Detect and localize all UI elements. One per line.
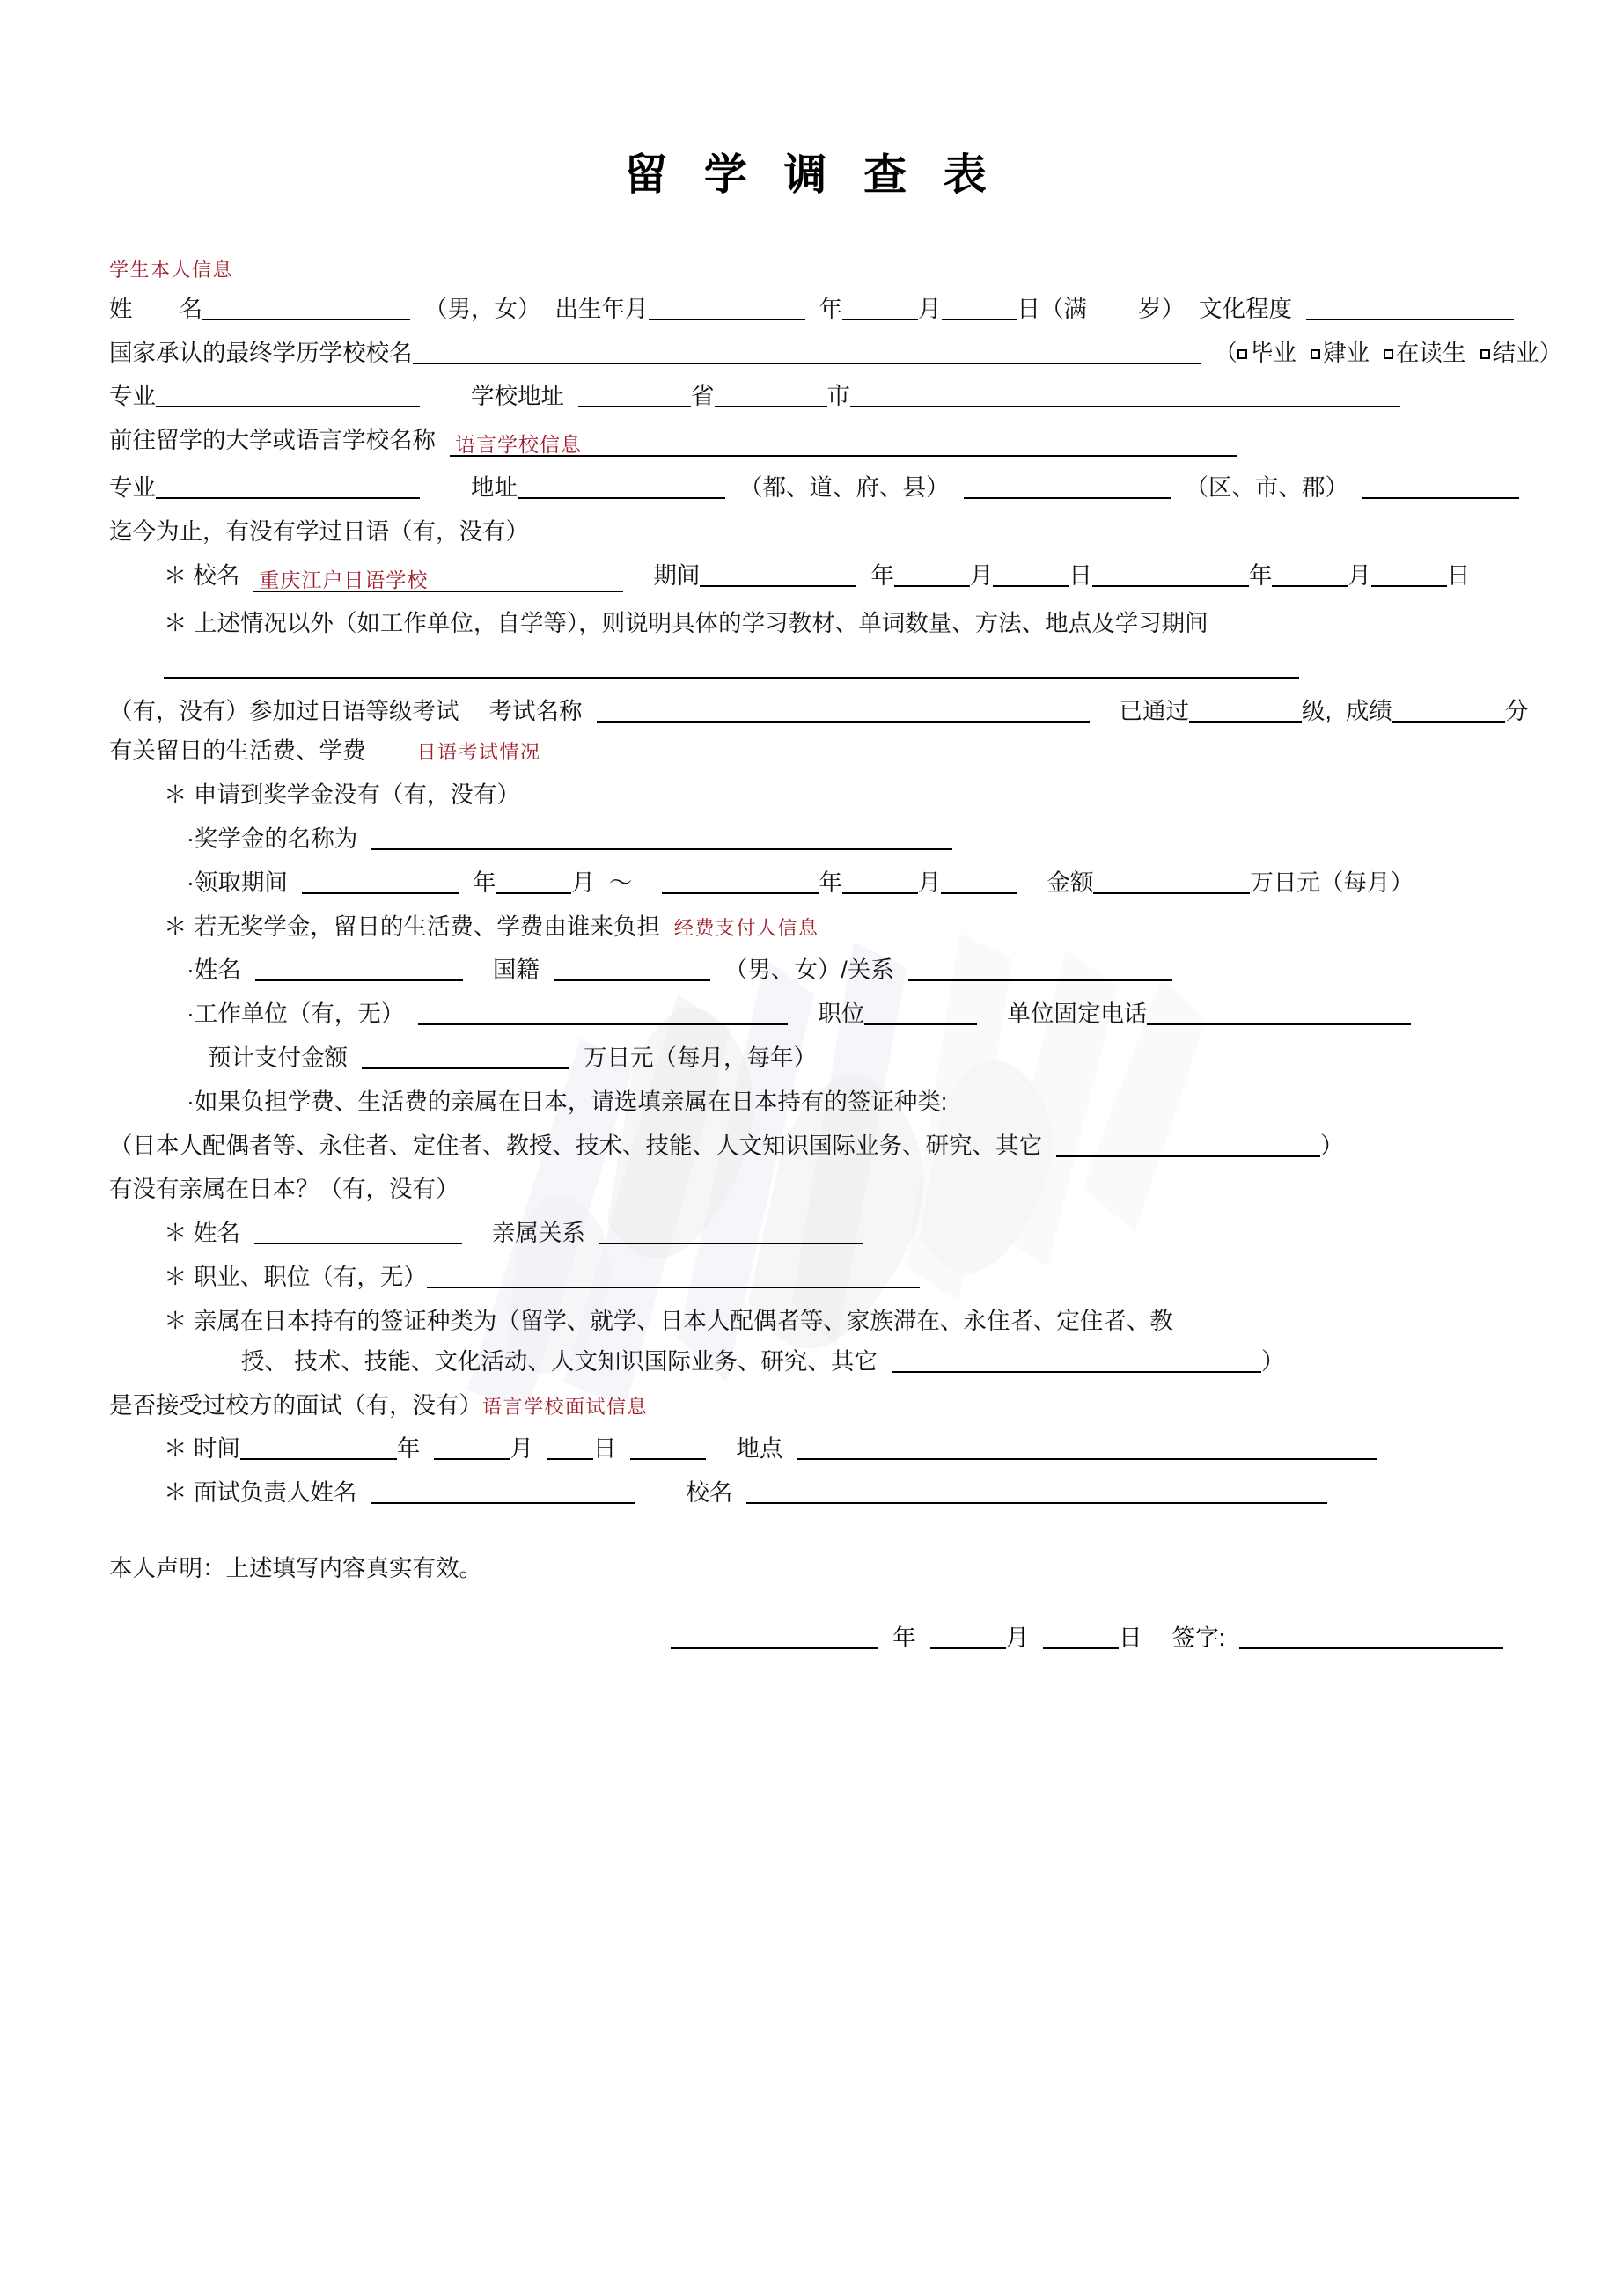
- interview-question[interactable]: 是否接受过校方的面试（有，没有）: [109, 1391, 482, 1419]
- payer-name-input[interactable]: [255, 960, 463, 981]
- row-relative-visa-note: [109, 1090, 1535, 1115]
- target-major-label: 专业: [109, 474, 156, 502]
- province-unit: 省: [691, 383, 715, 410]
- other-study-note: ＊ 上述情况以外（如工作单位，自学等），则说明具体的学习教材、单词数量、方法、地点及学习期间: [164, 609, 1208, 636]
- declaration-text: 本人声明：上述填写内容真实有效。: [109, 1554, 482, 1581]
- period-label: 期间: [653, 561, 701, 589]
- birth-month-input[interactable]: [842, 299, 918, 320]
- period-to-month-unit: 月: [1348, 561, 1371, 589]
- annotation-interview-info: 语言学校面试信息: [482, 1396, 649, 1419]
- relative-visa-line-2[interactable]: 授、 技术、技能、文化活动、人文知识国际业务、研究、其它: [241, 1347, 878, 1375]
- signature-input[interactable]: [1239, 1628, 1503, 1649]
- row-target-school: [109, 429, 1535, 457]
- major-input[interactable]: [156, 386, 420, 407]
- checkbox-incomplete[interactable]: [1311, 349, 1320, 359]
- age-prefix: （满: [1040, 295, 1087, 322]
- row-relatives-question: [109, 1177, 1535, 1202]
- row-declaration: [109, 1554, 1535, 1581]
- target-region2-input[interactable]: [1362, 478, 1519, 499]
- scholarship-to-year-unit: 年: [819, 869, 842, 896]
- scholarship-period-tilde: ～: [608, 869, 633, 896]
- major-label: 专业: [109, 383, 156, 410]
- interview-place-label: 地点: [736, 1435, 783, 1463]
- row-relative-name: [109, 1221, 1535, 1246]
- annotation-payer-info: 经费支付人信息: [673, 917, 819, 940]
- row-other-study-note: [109, 609, 1535, 636]
- row-other-study-blank: [109, 656, 1535, 680]
- row-name-birth: [109, 297, 1535, 322]
- signature-year-unit: 年: [892, 1624, 916, 1651]
- relative-occupation-label[interactable]: ＊ 职业、职位（有，无）: [164, 1264, 427, 1291]
- status-option-incomplete[interactable]: 肄业: [1323, 339, 1370, 366]
- signature-day-unit: 日: [1119, 1624, 1142, 1651]
- scholarship-to-day-input[interactable]: [941, 873, 1017, 894]
- japanese-school-value: 重庆江户日语学校: [259, 568, 429, 592]
- final-school-input[interactable]: [413, 343, 1201, 364]
- birth-label: 出生年月: [554, 295, 649, 322]
- row-final-school: [109, 339, 1562, 366]
- relative-relation-input[interactable]: [599, 1223, 863, 1244]
- visa-type-other-input[interactable]: [1056, 1136, 1320, 1157]
- payer-position-input[interactable]: [864, 1004, 977, 1025]
- interview-time-label: ＊ 时间: [164, 1435, 240, 1463]
- japanese-school-input[interactable]: [253, 569, 623, 592]
- interview-year-input[interactable]: [240, 1439, 397, 1460]
- relatives-question[interactable]: 有没有亲属在日本？（有，没有）: [109, 1176, 459, 1203]
- status-open-paren: （: [1214, 339, 1237, 366]
- period-to-day-unit: 日: [1446, 561, 1471, 589]
- exam-level-input[interactable]: [1189, 701, 1302, 723]
- interview-day-extra-input[interactable]: [630, 1439, 706, 1460]
- period-from-day-input[interactable]: [993, 566, 1069, 587]
- target-major-input[interactable]: [156, 478, 420, 499]
- status-close-paren: ）: [1539, 339, 1562, 366]
- level-unit: 级: [1302, 697, 1326, 724]
- region-note-1: （都、道、府、县）: [739, 474, 950, 502]
- row-scholarship-name: [109, 827, 1535, 852]
- region-note-2: （区、市、郡）: [1185, 474, 1348, 502]
- school-province-input[interactable]: [578, 386, 691, 407]
- checkbox-completed[interactable]: [1480, 349, 1490, 359]
- visa-types-close: ）: [1320, 1132, 1344, 1159]
- other-study-input[interactable]: [164, 657, 1299, 679]
- status-option-graduated[interactable]: 毕业: [1250, 339, 1296, 366]
- relative-occupation-input[interactable]: [427, 1267, 920, 1288]
- birth-year-input[interactable]: [649, 299, 805, 320]
- exam-score-input[interactable]: [1392, 701, 1505, 723]
- payer-phone-label: 单位固定电话: [1007, 1001, 1148, 1028]
- interview-school-label: 校名: [686, 1479, 733, 1507]
- birth-day-input[interactable]: [942, 299, 1017, 320]
- row-target-major-address: [109, 476, 1535, 501]
- relative-relation-label: 亲属关系: [491, 1220, 585, 1247]
- scholarship-amount-label: 金额: [1047, 869, 1094, 896]
- payer-question[interactable]: ＊ 若无奖学金，留日的生活费、学费由谁来负担: [164, 913, 660, 940]
- signature-label: 签字:: [1171, 1624, 1225, 1651]
- row-payer-workplace: [109, 1002, 1535, 1027]
- row-interview-time: [109, 1437, 1535, 1462]
- payer-nationality-label: 国籍: [492, 957, 540, 984]
- row-interview-question: [109, 1391, 1535, 1419]
- interviewer-label: ＊ 面试负责人姓名: [164, 1479, 357, 1507]
- name-input[interactable]: [202, 299, 410, 320]
- interview-place-input[interactable]: [797, 1439, 1377, 1460]
- row-interviewer: [109, 1481, 1535, 1506]
- city-unit: 市: [826, 383, 850, 410]
- expected-amount-label: 预计支付金额: [208, 1045, 348, 1071]
- scholarship-from-month-unit: 月: [571, 869, 595, 896]
- row-scholarship-question: [109, 783, 1535, 808]
- row-finance-heading: [109, 739, 1535, 764]
- annotation-student-info: [109, 257, 1535, 282]
- interview-month-input[interactable]: [434, 1439, 510, 1460]
- period-to-day-input[interactable]: [1371, 566, 1447, 587]
- row-signature: [109, 1618, 1535, 1653]
- scholarship-amount-input[interactable]: [1093, 873, 1250, 894]
- exam-name-label: 考试名称: [488, 697, 583, 724]
- period-from-year-unit: 年: [870, 561, 894, 589]
- japanese-school-label: 校名: [193, 561, 240, 589]
- signature-day-input[interactable]: [1043, 1628, 1119, 1649]
- finance-heading: 有关留日的生活费、学费: [109, 737, 366, 765]
- interview-year-unit: 年: [396, 1435, 421, 1463]
- payer-phone-input[interactable]: [1147, 1004, 1411, 1025]
- payer-workplace-label[interactable]: ·工作单位（有，无）: [187, 1001, 405, 1028]
- school-address-label: 学校地址: [471, 383, 564, 410]
- target-school-label: 前往留学的大学或语言学校名称: [109, 427, 436, 454]
- status-option-enrolled[interactable]: 在读生: [1396, 339, 1466, 366]
- signature-month-unit: 月: [1005, 1624, 1030, 1651]
- row-scholarship-period: [109, 871, 1535, 896]
- payer-nationality-input[interactable]: [554, 960, 710, 981]
- payer-workplace-input[interactable]: [418, 1004, 788, 1025]
- period-from-day-unit: 日: [1069, 561, 1092, 589]
- scholarship-name-label: ·奖学金的名称为: [187, 825, 358, 852]
- row-payer-name: [109, 958, 1535, 983]
- studied-japanese-question[interactable]: 迄今为止，有没有学过日语（有，没有）: [109, 518, 529, 546]
- row-relative-occupation: [109, 1265, 1535, 1290]
- day-unit-birth: 日: [1017, 295, 1040, 322]
- education-level-input[interactable]: [1306, 299, 1514, 320]
- target-address-input[interactable]: [518, 478, 725, 499]
- expected-amount-input[interactable]: [362, 1048, 569, 1069]
- scholarship-question[interactable]: ＊ 申请到奖学金没有（有，没有）: [164, 781, 520, 809]
- signature-month-input[interactable]: [930, 1628, 1006, 1649]
- gender-options[interactable]: （男，女）: [424, 295, 541, 322]
- interview-day-input[interactable]: [547, 1439, 593, 1460]
- school-address-detail-input[interactable]: [850, 386, 1400, 407]
- expected-amount-unit[interactable]: 万日元（每月，每年）: [584, 1045, 817, 1071]
- annotation-jlpt-info: 日语考试情况: [416, 742, 541, 765]
- interview-day-unit: 日: [592, 1435, 617, 1463]
- bullet-star-school-name: ＊: [164, 561, 187, 589]
- page-title: 留 学 调 查 表: [624, 151, 999, 199]
- row-exam: （有，没有）参加过日语等级考试 考试名称 已通过 级, 成绩 分: [109, 697, 1529, 724]
- exam-name-input[interactable]: [597, 701, 1090, 723]
- relative-name-input[interactable]: [254, 1223, 462, 1244]
- scholarship-from-month-input[interactable]: [496, 873, 571, 894]
- passed-label: 已通过: [1119, 697, 1189, 724]
- checkbox-graduated[interactable]: [1237, 349, 1247, 359]
- payer-position-label: 职位: [818, 1001, 865, 1028]
- relative-visa-line-1[interactable]: ＊ 亲属在日本持有的签证种类为（留学、就学、日本人配偶者等、家族滞在、永住者、定住者、教: [164, 1307, 1173, 1334]
- period-from-month-input[interactable]: [894, 566, 970, 587]
- scholarship-from-year-input[interactable]: [302, 873, 459, 894]
- name-label: 姓 名: [109, 295, 202, 322]
- payer-relation-input[interactable]: [908, 960, 1172, 981]
- interview-month-unit: 月: [510, 1435, 533, 1463]
- row-japanese-school-period: [109, 561, 1535, 592]
- scholarship-to-month-input[interactable]: [842, 873, 918, 894]
- annotation-student-info-label: 学生本人信息: [109, 260, 234, 282]
- visa-types-line[interactable]: （日本人配偶者等、永住者、定住者、教授、技术、技能、人文知识国际业务、研究、其它: [109, 1132, 1042, 1159]
- scholarship-period-label: ·领取期间: [187, 869, 288, 896]
- month-unit-birth: 月: [918, 295, 942, 322]
- scholarship-amount-unit: 万日元（每月）: [1250, 869, 1414, 896]
- exam-question[interactable]: （有，没有）参加过日语等级考试: [109, 697, 459, 724]
- row-expected-amount: [109, 1046, 1535, 1071]
- row-studied-japanese: [109, 520, 1535, 545]
- scholarship-to-year-input[interactable]: [662, 873, 819, 894]
- education-level-label: 文化程度: [1199, 295, 1292, 322]
- school-city-input[interactable]: [715, 386, 827, 407]
- period-to-month-input[interactable]: [1272, 566, 1348, 587]
- row-visa-types: [109, 1134, 1535, 1159]
- form-body: [0, 202, 1623, 1653]
- target-region1-input[interactable]: [964, 478, 1171, 499]
- relative-visa-other-input[interactable]: [892, 1352, 1261, 1373]
- period-to-year-input[interactable]: [1092, 566, 1249, 587]
- row-relative-visa-1: [109, 1309, 1535, 1334]
- payer-gender-relation-label[interactable]: （男、女）/关系: [723, 957, 894, 984]
- status-option-completed[interactable]: 结业: [1492, 339, 1539, 366]
- period-from-year-input[interactable]: [700, 566, 856, 587]
- relative-name-label: ＊ 姓名: [164, 1220, 240, 1247]
- relative-visa-note: ·如果负担学费、生活费的亲属在日本，请选填亲属在日本持有的签证种类:: [187, 1088, 948, 1115]
- row-payer-question: [109, 915, 1535, 940]
- interview-school-input[interactable]: [746, 1483, 1327, 1504]
- target-school-input[interactable]: [450, 434, 1237, 457]
- period-to-year-unit: 年: [1248, 561, 1273, 589]
- year-unit-birth: 年: [819, 295, 842, 322]
- period-from-month-unit: 月: [969, 561, 994, 589]
- final-school-label: 国家承认的最终学历学校校名: [109, 339, 413, 366]
- checkbox-enrolled[interactable]: [1384, 349, 1393, 359]
- score-unit: 分: [1504, 697, 1529, 724]
- scholarship-name-input[interactable]: [371, 829, 952, 850]
- payer-name-label: ·姓名: [187, 957, 241, 984]
- row-relative-visa-2: [109, 1347, 1535, 1375]
- age-suffix[interactable]: 岁）: [1138, 295, 1185, 322]
- signature-year-input[interactable]: [671, 1628, 878, 1649]
- score-label: 成绩: [1345, 697, 1392, 724]
- target-school-value: 语言学校信息: [455, 434, 582, 458]
- target-address-label: 地址: [471, 474, 518, 502]
- scholarship-to-month-unit: 月: [917, 869, 942, 896]
- scholarship-from-year-unit: 年: [472, 869, 496, 896]
- row-major-school-address: [109, 385, 1535, 409]
- interviewer-input[interactable]: [371, 1483, 635, 1504]
- relative-visa-close: ）: [1260, 1347, 1285, 1375]
